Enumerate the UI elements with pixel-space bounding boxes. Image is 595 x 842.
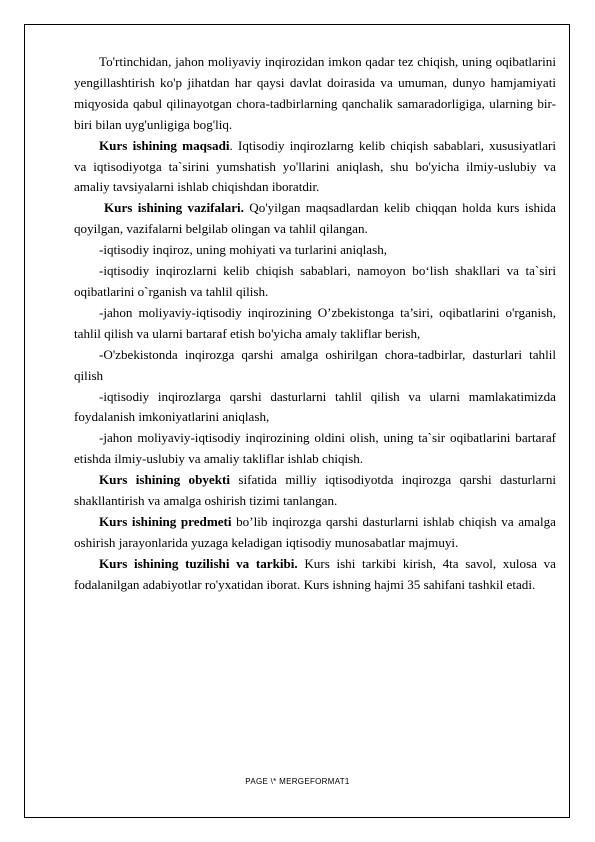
list-item: -iqtisodiy inqirozlarni kelib chiqish sabablari, namoyon bo‘lish shakllari va ta`siri oqibatlarini o`rganish va tahlil qilish.: [74, 263, 556, 299]
list-item: -jahon moliyaviy-iqtisodiy inqirozining oldini olish, uning ta`sir oqibatlarini bartaraf etishda ilmiy-uslubiy va amaliy takliflar ishlab chiqish.: [74, 430, 556, 467]
term-structure: Kurs ishining tuzilishi va tarkibi.: [99, 555, 298, 571]
page-footer: PAGE \* MERGEFORMAT1: [245, 777, 350, 786]
term-tasks: Kurs ishining vazifalari.: [104, 200, 244, 216]
term-object: Kurs ishining obyekti: [99, 472, 231, 488]
paragraph-goal: Kurs ishining maqsadi. Iqtisodiy inqirozlarng kelib chiqish sabablari, xususiyatlari va iqtisodiyotga ta`sirini yumshatish yo'llarini aniqlash, shu bo'yicha ilmiy-uslubiy va amaliy tavsiyalarni ishlab chiqishdan iboratdir.: [74, 137, 557, 195]
paragraph-object: Kurs ishining obyekti sifatida milliy iqtisodiyotda inqirozga qarshi dasturlarni shakllantirish va amalga oshirish tizimi tanlangan.: [74, 472, 557, 509]
paragraph-tasks: Kurs ishining vazifalari. Qo'yilgan maqsadlardan kelib chiqqan holda kurs ishida qoyilgan, vazifalarni belgilab olingan va tahlil qilangan.: [74, 200, 556, 237]
paragraph-subject: Kurs ishining predmeti bo’lib inqirozga qarshi dasturlarni ishlab chiqish va amalga oshirish jarayonlarida yuzaga keladigan iqtisodiy munosabatlar majmuyi.: [74, 513, 556, 550]
list-item: -iqtisodiy inqiroz, uning mohiyati va turlarini aniqlash,: [99, 242, 388, 258]
paragraph-intro: To'rtinchidan, jahon moliyaviy inqirozidan imkon qadar tez chiqish, uning oqibatlarini yengillashtirish ko'p jihatdan har qaysi davlat doirasida va umuman, dunyo hamjamiyati miqyosida qabul qilinayotgan chora-tadbirlarning qanchalik samaradorligiga, ularning bir-biri bilan uyg'unligiga bog'liq.: [74, 54, 556, 132]
list-item: -jahon moliyaviy-iqtisodiy inqirozining O’zbekistonga ta’siri, oqibatlarini o'rganish, tahlil qilish va ularni bartaraf etish bo'yicha amaly takliflar berish,: [74, 304, 556, 341]
term-subject: Kurs ishining predmeti: [99, 513, 232, 529]
list-item: -iqtisodiy inqirozlarga qarshi dasturlarni tahlil qilish va ularni mamlakatimizda foydalanish imkoniyatlarini aniqlash,: [74, 388, 556, 425]
term-goal: Kurs ishining maqsadi: [99, 137, 230, 153]
paragraph-structure: Kurs ishining tuzilishi va tarkibi. Kurs ishi tarkibi kirish, 4ta savol, xulosa va fodalanilgan adabiyotlar ro'yxatidan iborat. Kurs ishning hajmi 35 sahifani tashkil etadi.: [74, 555, 556, 592]
list-item: -O'zbekistonda inqirozga qarshi amalga oshirilgan chora-tadbirlar, dasturlari tahlil qilish: [74, 346, 556, 383]
document-body: [74, 52, 556, 596]
